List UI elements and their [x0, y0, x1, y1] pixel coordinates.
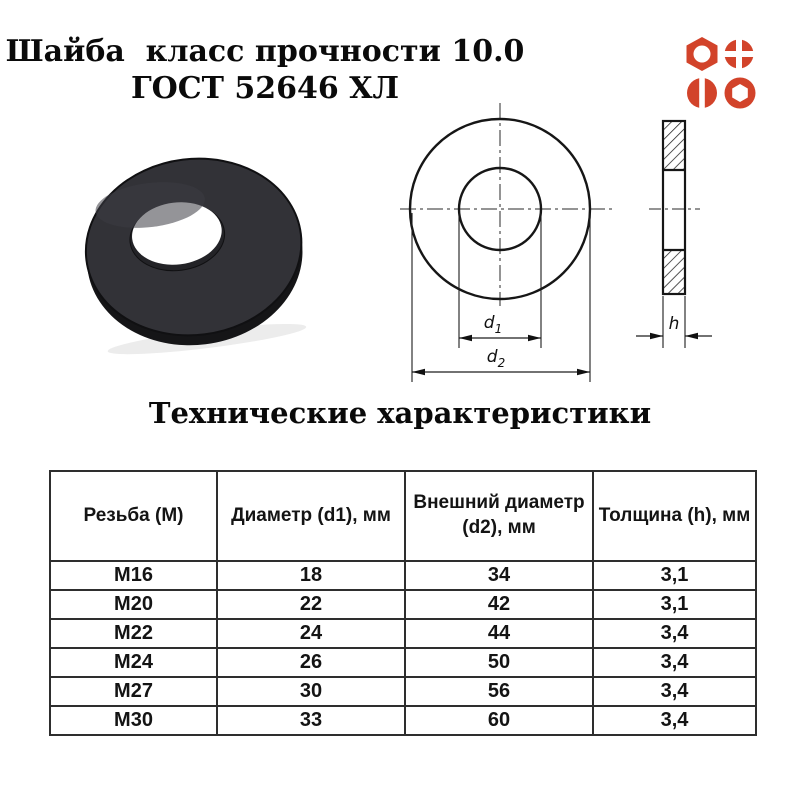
table-row — [50, 677, 756, 706]
spec-table-wrapper — [49, 470, 755, 736]
section-heading: Технические характеристики — [148, 396, 652, 430]
col-header-thread: Резьба (М) — [50, 471, 217, 561]
cell-d1: 26 — [217, 648, 405, 677]
cell-h: 3,4 — [593, 619, 756, 648]
col-header-thickness: Толщина (h), мм — [593, 471, 756, 561]
cell-d1: 30 — [217, 677, 405, 706]
col-header-outer-diameter: Внешний диаметр (d2), мм — [405, 471, 593, 561]
cell-d2: 42 — [405, 590, 593, 619]
hex-nut-icon — [687, 37, 718, 71]
h-dimension-label: h — [668, 314, 680, 334]
arrowhead — [685, 333, 698, 339]
cell-thread: M27 — [50, 677, 217, 706]
cell-d2: 56 — [405, 677, 593, 706]
cell-thread: M30 — [50, 706, 217, 735]
table-row — [50, 619, 756, 648]
arrowhead — [412, 369, 425, 375]
arrowhead — [459, 335, 472, 341]
cell-d2: 60 — [405, 706, 593, 735]
cell-h: 3,4 — [593, 677, 756, 706]
table-row — [50, 648, 756, 677]
cell-h: 3,1 — [593, 590, 756, 619]
cell-thread: M16 — [50, 561, 217, 590]
title-line-2: ГОСТ 52646 ХЛ — [130, 71, 400, 106]
table-row — [50, 706, 756, 735]
cell-h: 3,4 — [593, 648, 756, 677]
cell-d1: 24 — [217, 619, 405, 648]
title-line-1: Шайба класс прочности 10.0 — [5, 34, 525, 69]
table-row — [50, 590, 756, 619]
front-view — [400, 103, 612, 382]
cell-d2: 34 — [405, 561, 593, 590]
table-row — [50, 561, 756, 590]
section-view — [636, 121, 712, 348]
arrowhead — [577, 369, 590, 375]
cell-h: 3,4 — [593, 706, 756, 735]
technical-drawing — [390, 86, 735, 394]
cell-thread: M22 — [50, 619, 217, 648]
spec-table — [49, 470, 757, 736]
cell-d2: 50 — [405, 648, 593, 677]
cell-d1: 18 — [217, 561, 405, 590]
col-header-inner-diameter: Диаметр (d1), мм — [217, 471, 405, 561]
arrowhead — [528, 335, 541, 341]
cell-d1: 22 — [217, 590, 405, 619]
cell-thread: M20 — [50, 590, 217, 619]
arrowhead — [650, 333, 663, 339]
table-header-row — [50, 471, 756, 561]
cell-d2: 44 — [405, 619, 593, 648]
cell-h: 3,1 — [593, 561, 756, 590]
d1-dimension-label: $d_1$ — [483, 313, 503, 336]
cell-thread: M24 — [50, 648, 217, 677]
phillips-screw-icon — [721, 36, 756, 72]
d2-dimension-label: $d_2$ — [486, 347, 506, 370]
cell-d1: 33 — [217, 706, 405, 735]
washer-photo — [66, 140, 330, 360]
